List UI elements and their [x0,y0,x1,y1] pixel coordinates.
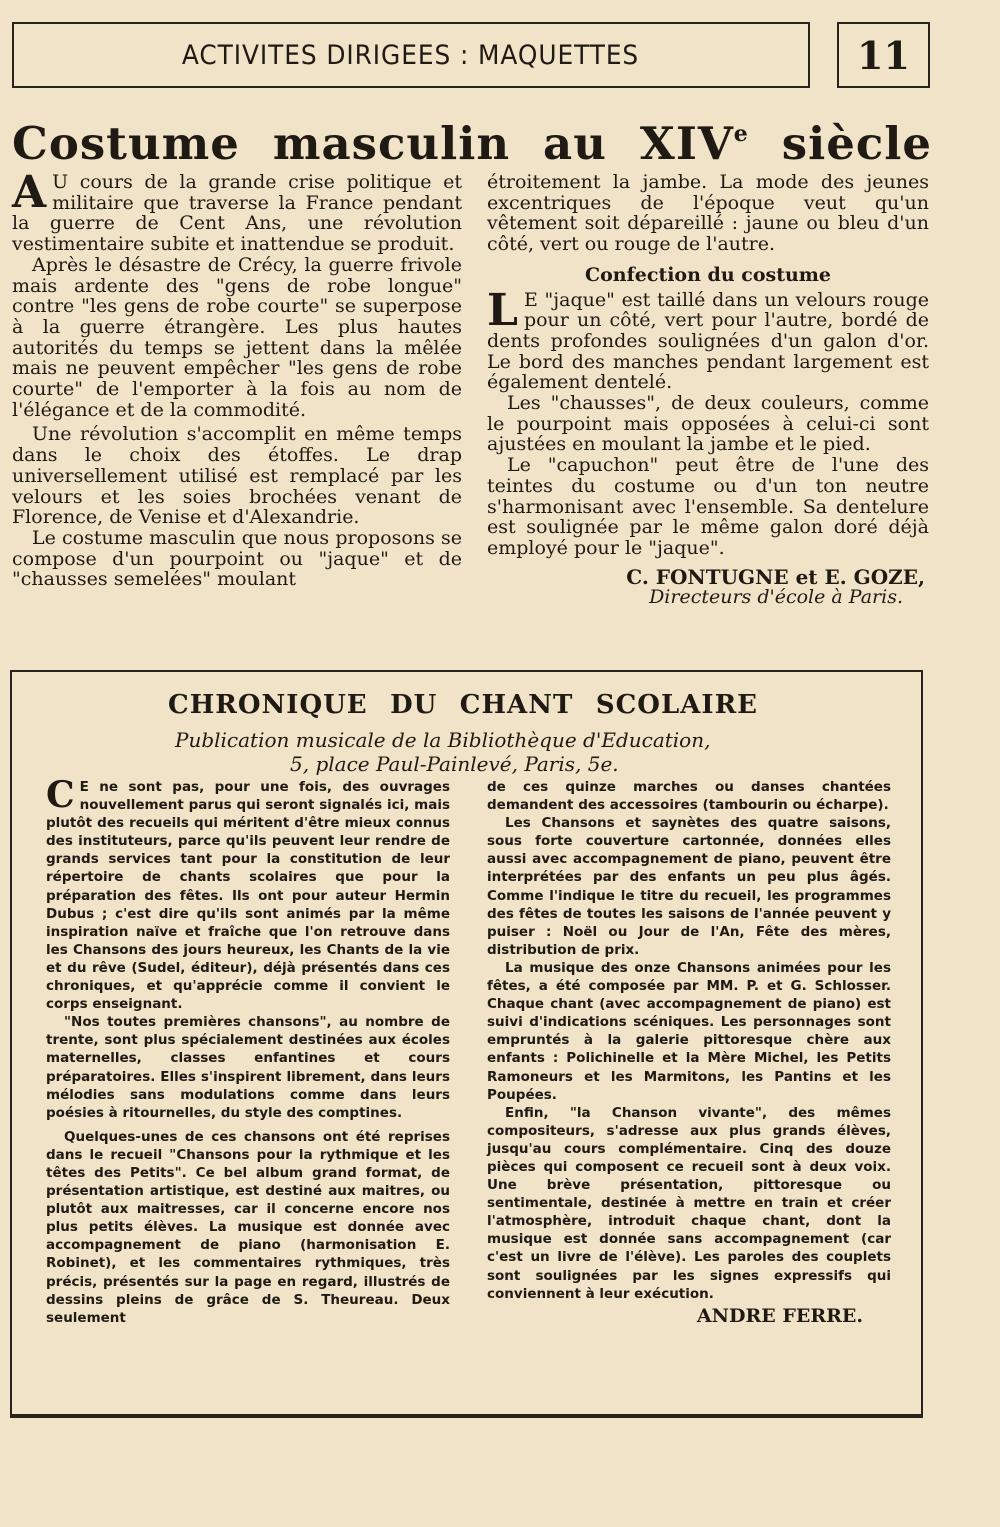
chronique-paragraph: Les Chansons et saynètes des quatre saisons, sous forte couverture cartonnée, données elles aussi avec accompagnement de piano, peuvent être interprétées par des enfants un peu plus âgés. Comme l'indique le titre du recueil, les programmes des fêtes de toutes les saisons de l'année peuvent y puiser : Noël ou Jour de l'An, Fête des mères, distribution de prix. [487,815,891,958]
chronique-title: CHRONIQUE DU CHANT SCOLAIRE [168,690,758,720]
section-title: ACTIVITES DIRIGEES : MAQUETTES [182,39,640,71]
article-title-end: siècle [748,117,932,170]
chronique-paragraph: de ces quinze marches ou danses chantées demandent des accessoires (tambourin ou écharpe). [487,779,891,814]
article-paragraph: Le "capuchon" peut être de l'une des teintes du costume ou d'un ton neutre s'harmonisant avec l'ensemble. Sa dentelure est soulignée par le même galon doré déjà employé pour le "jaque". [487,454,929,559]
drop-cap: C [46,774,75,816]
page-number-box [837,22,930,88]
chronique-subtitle-line1: Publication musicale de la Bibliothèque d'Education, [175,728,711,752]
chronique-signature: ANDRE FERRE. [696,1304,863,1327]
article-paragraph: Les "chausses", de deux couleurs, comme le pourpoint mais opposées à celui-ci sont ajustées en moulant la jambe et le pied. [487,392,929,456]
chronique-subtitle-line2: 5, place Paul-Painlevé, Paris, 5e. [290,752,619,776]
article-title-main: Costume masculin au XIV [12,117,734,170]
chronique-paragraph: Quelques-unes de ces chansons ont été reprises dans le recueil "Chansons pour la rythmique et les têtes des Petits". Ce bel album grand format, de présentation artistique, est destiné aux maitres, ou plutôt aux maitresses, car il concerne encore nos plus petits élèves. La musique est donnée avec accompagnement de piano (harmonisation E. Robinet), et les commentaires rythmiques, très précis, présentés sur la page en regard, illustrés de dessins pleins de grâce de S. Theureau. Deux seulement [46,1128,450,1326]
article-paragraph: Après le désastre de Crécy, la guerre frivole mais ardente des "gens de robe longue" contre "les gens de robe courte" se superpose à la guerre étrangère. Les plus hautes autorités du temps se jettent dans la mêlée mais ne peuvent empêcher "les gens de robe courte" de l'emporter à la fois au nom de l'élégance et de la commodité. [12,253,462,421]
paragraph-text: E ne sont pas, pour une fois, des ouvrages nouvellement parus qui seront signalés ici, mais plutôt des recueils qui méritent d'être mieux connus des instituteurs, parce qu'ils peuvent leur rendre de grands services tant pour la constitution de leur répertoire de chants scolaires que pour la préparation des fêtes. Ils ont pour auteur Hermin Dubus ; c'est dire qu'ils sont animés par la même inspiration naïve et fraîche que l'on retrouve dans les Chansons des jours heureux, les Chants de la vie et du rêve (Sudel, éditeur), déjà présentés dans ces chroniques, et qu'apprécie comme il convient le corps enseignant. [46,779,450,1013]
paragraph-text: E "jaque" est taillé dans un velours rouge pour un côté, vert pour l'autre, bordé de dents profondes soulignées d'un galon d'or. Le bord des manches pendant largement est également dentelé. [487,288,929,394]
article-subheading: Confection du costume [585,263,831,286]
page-number: 11 [857,32,910,78]
chronique-column-right [487,778,891,1325]
article-author: C. FONTUGNE et E. GOZE, [626,564,925,589]
article-title [12,104,932,174]
paragraph-text: U cours de la grande crise politique et militaire que traverse la France pendant la guerre de Cent Ans, une révolution vestimentaire subite et inattendue se produit. [12,171,462,256]
article-paragraph: étroitement la jambe. La mode des jeunes excentriques de l'époque veut qu'un vêtement soit dépareillé : jaune ou bleu d'un côté, vert ou rouge de l'autre. [487,171,929,256]
section-header [12,22,810,88]
article-author-role: Directeurs d'école à Paris. [649,586,903,609]
article-paragraph: Une révolution s'accomplit en même temps dans le choix des étoffes. Le drap universellement utilisé est remplacé par les velours et les soies brochées venant de Florence, de Venise et d'Alexandrie. [12,423,462,529]
article-paragraph [12,167,462,256]
chronique-paragraph [46,774,450,1013]
article-column-left [12,167,462,591]
chronique-paragraph: La musique des onze Chansons animées pour les fêtes, a été composée par MM. P. et G. Schlosser. Chaque chant (avec accompagnement de piano) est suivi d'indications scéniques. Les personnages sont empruntés à la galerie pittoresque chère aux enfants : Polichinelle et la Mère Michel, les Petits Ramoneurs et les Marmitons, les Pantins et les Poupées. [487,959,891,1103]
drop-cap: A [12,167,47,218]
article-paragraph [487,284,929,394]
chronique-paragraph: "Nos toutes premières chansons", au nombre de trente, sont plus spécialement destinées aux écoles maternelles, classes enfantines et cours préparatoires. Elles s'inspirent librement, dans leurs mélodies sans modulations comme dans leurs poésies à ritournelles, du style des comptines. [46,1014,450,1121]
article-column-right [487,172,929,608]
article-paragraph: Le costume masculin que nous proposons se compose d'un pourpoint ou "jaque" et de "chausses semelées" moulant [12,526,462,591]
chronique-column-left [46,774,450,1327]
chronique-paragraph: Enfin, "la Chanson vivante", des mêmes compositeurs, s'adresse aux plus grands élèves, jusqu'au cours complémentaire. Cinq des douze pièces qui composent ce recueil sont à deux voix. Une brève présentation, pittoresque ou sentimentale, destinée à mettre en train et créer l'atmosphère, introduit chaque chant, dont la musique est donnée sans accompagnement (car c'est un livre de l'élève). Les paroles des couplets sont soulignées par les signes expressifs qui conviennent à leur exécution. [487,1104,891,1302]
drop-cap: L [487,284,518,336]
article-title-superscript: e [733,121,749,147]
